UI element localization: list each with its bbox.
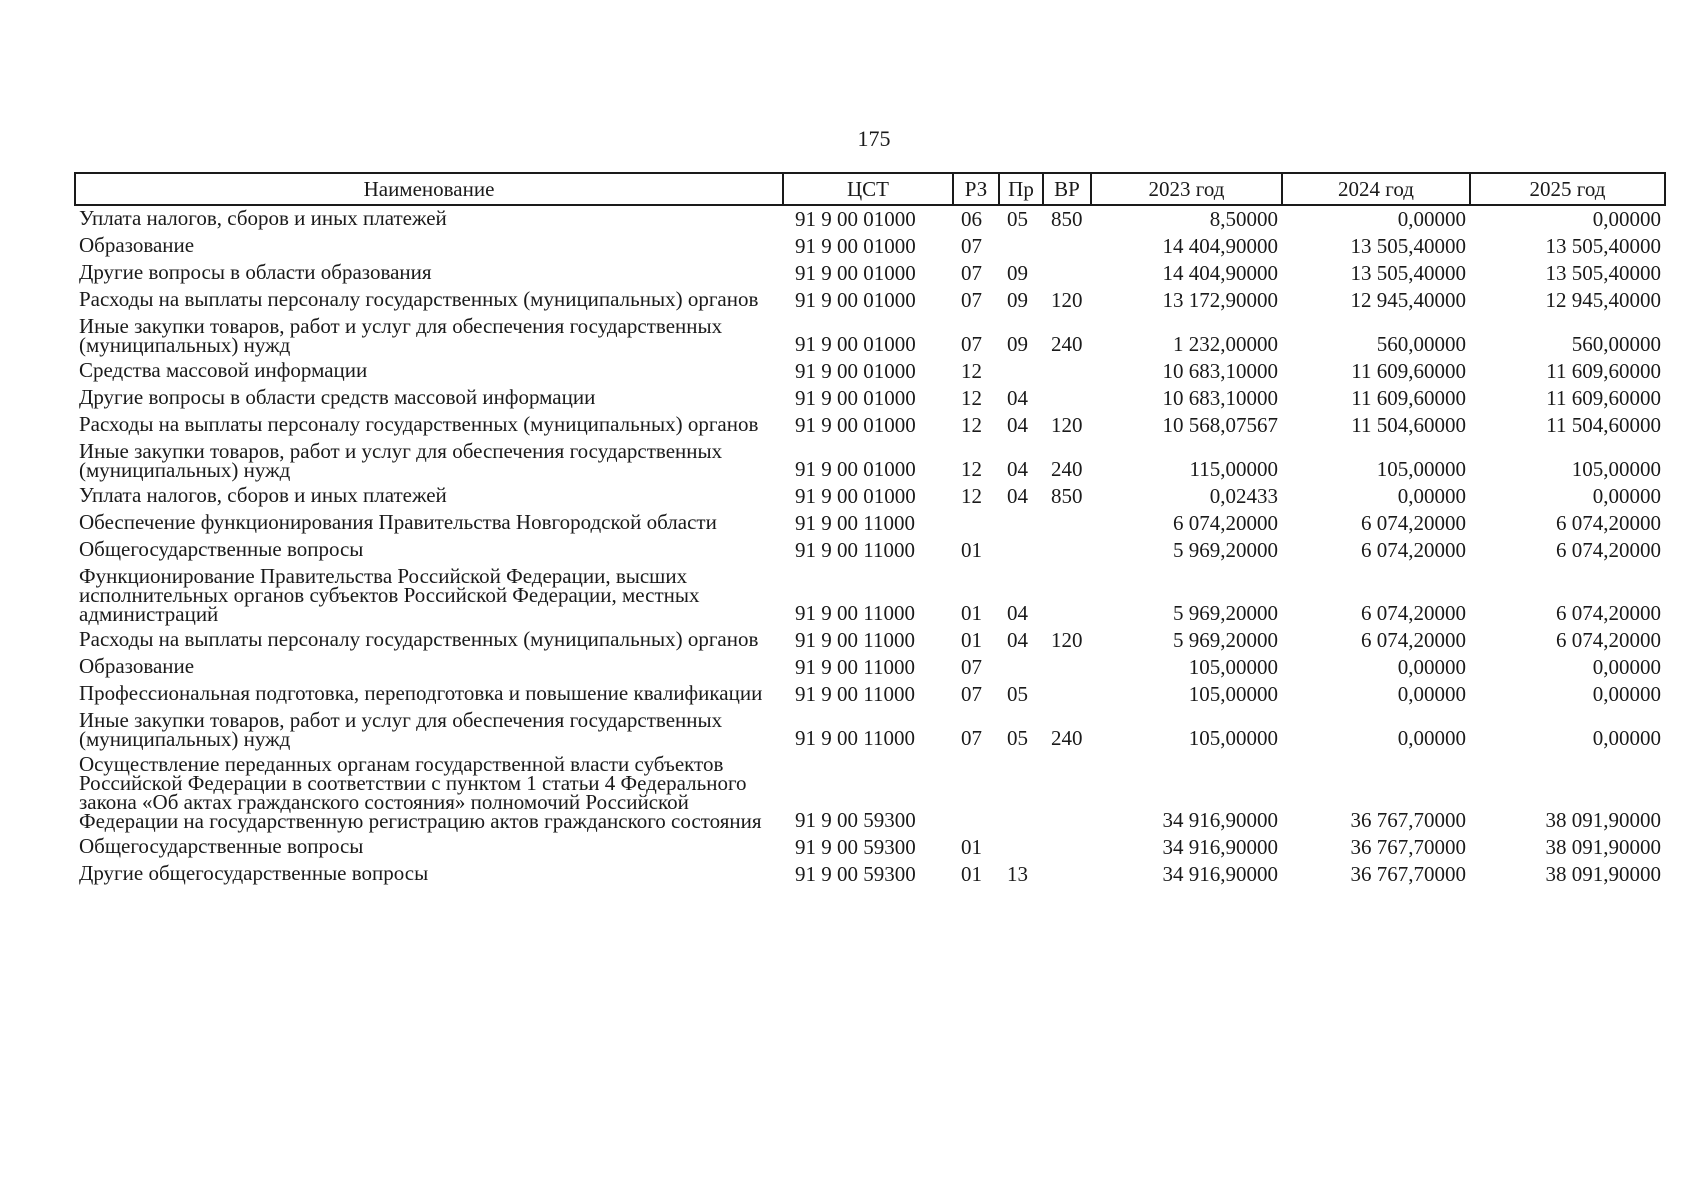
cell-vr: 240 (1051, 332, 1083, 356)
cell-y2024: 11 609,60000 (1351, 359, 1466, 383)
budget-table (74, 172, 1666, 888)
cell-cst: 91 9 00 11000 (795, 628, 915, 652)
header-name: Наименование (75, 173, 783, 205)
cell-y2024: 11 504,60000 (1351, 413, 1466, 437)
cell-pr: 09 (1007, 261, 1028, 285)
cell-rz: 01 (961, 628, 982, 652)
cell-pr (999, 537, 1043, 564)
cell-vr: 850 (1051, 484, 1083, 508)
cell-name: Осуществление переданных органам государственной власти субъектов Российской Федерации в соответствии с пунктом 1 статьи 4 Федерального закона «Об актах гражданского состояния» полномочий Российской Федерации на государственную регистрацию актов гражданского состояния (79, 752, 762, 833)
cell-rz: 07 (961, 655, 982, 679)
cell-cst: 91 9 00 01000 (795, 413, 916, 437)
page-number: 175 (857, 126, 891, 151)
cell-y2025: 11 504,60000 (1546, 413, 1661, 437)
cell-y2024: 0,00000 (1397, 207, 1466, 231)
cell-y2024: 560,00000 (1376, 332, 1466, 356)
cell-cst: 91 9 00 01000 (795, 484, 916, 508)
cell-rz: 12 (961, 457, 982, 481)
cell-y2025: 6 074,20000 (1556, 601, 1661, 625)
cell-y2025: 6 074,20000 (1556, 511, 1661, 535)
cell-name: Общегосударственные вопросы (79, 834, 364, 858)
cell-y2024: 12 945,40000 (1350, 288, 1466, 312)
cell-cst: 91 9 00 01000 (795, 457, 916, 481)
table-row (75, 861, 1665, 888)
cell-y2025: 0,00000 (1592, 484, 1661, 508)
cell-y2024: 36 767,70000 (1350, 835, 1466, 859)
table-row (75, 314, 1665, 358)
cell-pr: 04 (1007, 484, 1028, 508)
table-row (75, 260, 1665, 287)
cell-rz: 06 (961, 207, 982, 231)
cell-y2025: 38 091,90000 (1545, 862, 1661, 886)
cell-y2024: 13 505,40000 (1350, 261, 1466, 285)
cell-name: Средства массовой информации (79, 358, 368, 382)
cell-name: Другие вопросы в области образования (79, 260, 432, 284)
table-row (75, 537, 1665, 564)
cell-rz: 07 (961, 682, 982, 706)
cell-y2024: 11 609,60000 (1351, 386, 1466, 410)
cell-vr: 240 (1051, 457, 1083, 481)
cell-pr (999, 834, 1043, 861)
budget-table-container (74, 172, 1664, 888)
cell-pr (999, 752, 1043, 834)
cell-y2025: 13 505,40000 (1545, 234, 1661, 258)
cell-y2025: 560,00000 (1571, 332, 1661, 356)
cell-pr: 04 (1007, 457, 1028, 481)
table-row (75, 510, 1665, 537)
cell-vr (1043, 681, 1091, 708)
cell-vr: 120 (1051, 413, 1083, 437)
cell-vr: 120 (1051, 288, 1083, 312)
table-row (75, 708, 1665, 752)
cell-y2024: 36 767,70000 (1350, 808, 1466, 832)
cell-pr: 05 (1007, 207, 1028, 231)
cell-pr: 04 (1007, 413, 1028, 437)
cell-name: Расходы на выплаты персоналу государственных (муниципальных) органов (79, 287, 759, 311)
table-row (75, 752, 1665, 834)
cell-name: Общегосударственные вопросы (79, 537, 364, 561)
header-cst: ЦСТ (783, 173, 953, 205)
header-2025: 2025 год (1470, 173, 1665, 205)
table-row (75, 681, 1665, 708)
table-header-row (75, 173, 1665, 205)
cell-pr (999, 510, 1043, 537)
cell-y2024: 6 074,20000 (1361, 511, 1466, 535)
cell-rz: 12 (961, 484, 982, 508)
cell-y2023: 34 916,90000 (1162, 808, 1278, 832)
cell-y2024: 0,00000 (1397, 484, 1466, 508)
cell-name: Иные закупки товаров, работ и услуг для обеспечения государственных (муниципальных) нужд (79, 439, 723, 482)
table-row (75, 233, 1665, 260)
cell-vr (1043, 537, 1091, 564)
cell-y2024: 6 074,20000 (1361, 538, 1466, 562)
cell-cst: 91 9 00 01000 (795, 207, 916, 231)
cell-y2024: 0,00000 (1397, 726, 1466, 750)
table-row (75, 287, 1665, 314)
cell-name: Расходы на выплаты персоналу государственных (муниципальных) органов (79, 627, 759, 651)
cell-name: Другие вопросы в области средств массовой информации (79, 385, 596, 409)
cell-y2025: 6 074,20000 (1556, 538, 1661, 562)
cell-rz: 01 (961, 862, 982, 886)
cell-y2025: 13 505,40000 (1545, 261, 1661, 285)
cell-y2023: 105,00000 (1188, 726, 1278, 750)
cell-y2023: 5 969,20000 (1173, 628, 1278, 652)
cell-y2023: 105,00000 (1188, 682, 1278, 706)
cell-y2023: 5 969,20000 (1173, 538, 1278, 562)
cell-name: Расходы на выплаты персоналу государственных (муниципальных) органов (79, 412, 759, 436)
cell-cst: 91 9 00 59300 (795, 862, 916, 886)
cell-y2025: 0,00000 (1592, 655, 1661, 679)
cell-cst: 91 9 00 01000 (795, 386, 916, 410)
cell-cst: 91 9 00 01000 (795, 261, 916, 285)
cell-y2025: 0,00000 (1592, 726, 1661, 750)
cell-rz: 07 (961, 726, 982, 750)
cell-vr (1043, 834, 1091, 861)
table-row (75, 205, 1665, 233)
cell-y2023: 10 683,10000 (1162, 386, 1278, 410)
cell-pr: 05 (1007, 726, 1028, 750)
cell-name: Образование (79, 654, 195, 678)
cell-vr (1043, 510, 1091, 537)
cell-name: Профессиональная подготовка, переподготовка и повышение квалификации (79, 681, 763, 705)
cell-y2023: 5 969,20000 (1173, 601, 1278, 625)
table-row (75, 358, 1665, 385)
cell-name: Уплата налогов, сборов и иных платежей (79, 206, 447, 230)
cell-vr (1043, 654, 1091, 681)
cell-y2023: 10 568,07567 (1162, 413, 1278, 437)
cell-y2025: 0,00000 (1592, 682, 1661, 706)
cell-rz: 01 (961, 538, 982, 562)
table-row (75, 385, 1665, 412)
cell-cst: 91 9 00 11000 (795, 538, 915, 562)
cell-pr (999, 233, 1043, 260)
cell-cst: 91 9 00 11000 (795, 682, 915, 706)
cell-pr: 09 (1007, 332, 1028, 356)
cell-pr (999, 654, 1043, 681)
cell-y2024: 6 074,20000 (1361, 628, 1466, 652)
cell-y2025: 11 609,60000 (1546, 386, 1661, 410)
cell-cst: 91 9 00 01000 (795, 234, 916, 258)
cell-rz: 07 (961, 261, 982, 285)
cell-y2024: 13 505,40000 (1350, 234, 1466, 258)
cell-y2024: 105,00000 (1376, 457, 1466, 481)
cell-y2023: 34 916,90000 (1162, 835, 1278, 859)
cell-y2025: 38 091,90000 (1545, 808, 1661, 832)
cell-y2023: 1 232,00000 (1173, 332, 1278, 356)
cell-y2023: 13 172,90000 (1162, 288, 1278, 312)
cell-y2023: 14 404,90000 (1162, 261, 1278, 285)
cell-cst: 91 9 00 01000 (795, 288, 916, 312)
cell-rz: 12 (961, 359, 982, 383)
cell-y2025: 105,00000 (1571, 457, 1661, 481)
cell-vr (1043, 233, 1091, 260)
cell-y2023: 105,00000 (1188, 655, 1278, 679)
cell-rz (953, 510, 999, 537)
cell-y2025: 11 609,60000 (1546, 359, 1661, 383)
cell-y2023: 0,02433 (1209, 484, 1278, 508)
cell-name: Образование (79, 233, 195, 257)
table-row (75, 439, 1665, 483)
table-row (75, 834, 1665, 861)
cell-vr: 120 (1051, 628, 1083, 652)
cell-rz: 12 (961, 413, 982, 437)
cell-vr (1043, 385, 1091, 412)
table-row (75, 412, 1665, 439)
cell-y2023: 34 916,90000 (1162, 862, 1278, 886)
cell-name: Иные закупки товаров, работ и услуг для обеспечения государственных (муниципальных) нужд (79, 314, 723, 357)
cell-y2025: 0,00000 (1592, 207, 1661, 231)
header-pr: Пр (999, 173, 1043, 205)
table-row (75, 564, 1665, 627)
cell-vr (1043, 861, 1091, 888)
cell-rz: 07 (961, 288, 982, 312)
cell-name: Обеспечение функционирования Правительства Новгородской области (79, 510, 717, 534)
cell-pr: 04 (1007, 628, 1028, 652)
cell-cst: 91 9 00 01000 (795, 332, 916, 356)
cell-rz: 12 (961, 386, 982, 410)
cell-rz (953, 752, 999, 834)
cell-y2023: 10 683,10000 (1162, 359, 1278, 383)
header-rz: РЗ (953, 173, 999, 205)
cell-cst: 91 9 00 01000 (795, 359, 916, 383)
cell-y2025: 6 074,20000 (1556, 628, 1661, 652)
cell-y2023: 115,00000 (1189, 457, 1278, 481)
cell-vr (1043, 752, 1091, 834)
cell-cst: 91 9 00 59300 (795, 835, 916, 859)
cell-rz: 07 (961, 234, 982, 258)
cell-vr: 240 (1051, 726, 1083, 750)
cell-cst: 91 9 00 59300 (795, 808, 916, 832)
cell-vr (1043, 260, 1091, 287)
cell-cst: 91 9 00 11000 (795, 726, 915, 750)
cell-pr: 05 (1007, 682, 1028, 706)
cell-y2024: 0,00000 (1397, 655, 1466, 679)
cell-pr: 04 (1007, 386, 1028, 410)
cell-rz: 01 (961, 835, 982, 859)
cell-cst: 91 9 00 11000 (795, 601, 915, 625)
cell-name: Иные закупки товаров, работ и услуг для обеспечения государственных (муниципальных) нужд (79, 708, 723, 751)
cell-vr (1043, 358, 1091, 385)
cell-y2025: 38 091,90000 (1545, 835, 1661, 859)
cell-y2024: 36 767,70000 (1350, 862, 1466, 886)
cell-rz: 07 (961, 332, 982, 356)
cell-y2023: 14 404,90000 (1162, 234, 1278, 258)
cell-y2023: 6 074,20000 (1173, 511, 1278, 535)
table-row (75, 627, 1665, 654)
header-2024: 2024 год (1282, 173, 1470, 205)
cell-vr (1043, 564, 1091, 627)
cell-pr (999, 358, 1043, 385)
cell-y2023: 8,50000 (1209, 207, 1278, 231)
cell-y2025: 12 945,40000 (1545, 288, 1661, 312)
cell-cst: 91 9 00 11000 (795, 655, 915, 679)
cell-y2024: 6 074,20000 (1361, 601, 1466, 625)
cell-pr: 09 (1007, 288, 1028, 312)
cell-name: Функционирование Правительства Российской Федерации, высших исполнительных органов субъектов Российской Федерации, местных администраций (79, 564, 700, 626)
cell-pr: 04 (1007, 601, 1028, 625)
header-2023: 2023 год (1091, 173, 1282, 205)
table-row (75, 483, 1665, 510)
cell-y2024: 0,00000 (1397, 682, 1466, 706)
cell-vr: 850 (1051, 207, 1083, 231)
table-body (75, 205, 1665, 888)
cell-name: Уплата налогов, сборов и иных платежей (79, 483, 447, 507)
cell-name: Другие общегосударственные вопросы (79, 861, 429, 885)
header-vr: ВР (1043, 173, 1091, 205)
table-row (75, 654, 1665, 681)
cell-cst: 91 9 00 11000 (795, 511, 915, 535)
cell-rz: 01 (961, 601, 982, 625)
cell-pr: 13 (1007, 862, 1028, 886)
